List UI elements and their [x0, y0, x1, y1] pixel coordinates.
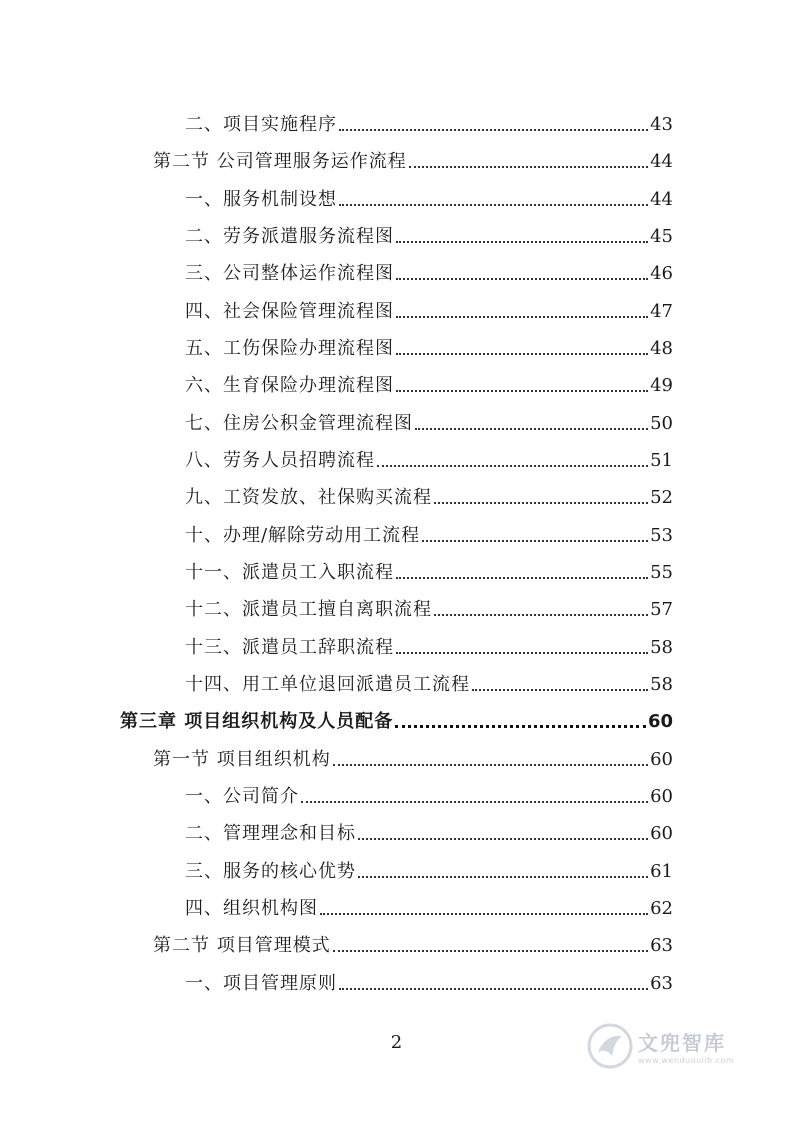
toc-leader — [358, 875, 648, 878]
toc-label: 三、服务的核心优势 — [185, 861, 356, 882]
page-number: 2 — [390, 1032, 403, 1053]
toc-label: 六、生育保险办理流程图 — [185, 375, 394, 396]
toc-leader — [409, 165, 648, 168]
toc-page: 61 — [650, 861, 673, 882]
toc-entry[interactable] — [185, 554, 673, 584]
toc-label: 十三、派遣员工辞职流程 — [185, 637, 394, 658]
toc-leader — [472, 688, 648, 691]
toc-leader — [396, 651, 648, 654]
toc-label: 三、公司整体运作流程图 — [185, 263, 394, 284]
toc-entry[interactable] — [153, 741, 673, 771]
toc-page: 53 — [650, 525, 673, 546]
toc-leader — [377, 464, 648, 467]
toc-label: 四、组织机构图 — [185, 898, 318, 919]
toc-label: 第二节 项目管理模式 — [153, 935, 331, 956]
toc-page: 60 — [650, 823, 673, 844]
toc-page: 58 — [650, 674, 673, 695]
toc-entry[interactable] — [185, 815, 673, 845]
toc-label: 一、服务机制设想 — [185, 189, 337, 210]
toc-entry[interactable] — [185, 890, 673, 920]
toc-page: 49 — [650, 375, 673, 396]
toc-entry[interactable] — [185, 218, 673, 248]
toc-page: 57 — [650, 599, 673, 620]
toc-leader — [396, 240, 648, 243]
toc-label: 八、劳务人员招聘流程 — [185, 450, 375, 471]
toc-label: 第三章 项目组织机构及人员配备 — [120, 711, 394, 732]
toc-label: 五、工伤保险办理流程图 — [185, 338, 394, 359]
toc-label: 二、项目实施程序 — [185, 114, 337, 135]
toc-entry[interactable] — [185, 106, 673, 136]
toc-label: 十二、派遣员工擅自离职流程 — [185, 599, 432, 620]
wendou-logo-icon — [586, 1022, 634, 1070]
toc-page: 47 — [650, 301, 673, 322]
toc-page: 60 — [650, 749, 673, 770]
toc-leader — [415, 427, 648, 430]
watermark-title: 文兜智库 — [638, 1031, 726, 1055]
toc-page: 51 — [650, 450, 673, 471]
toc-page: 50 — [650, 413, 673, 434]
toc-entry[interactable] — [185, 405, 673, 435]
toc-entry[interactable] — [185, 965, 673, 995]
toc-label: 七、住房公积金管理流程图 — [185, 413, 413, 434]
toc-entry[interactable] — [185, 330, 673, 360]
toc-label: 十四、用工单位退回派遣员工流程 — [185, 674, 470, 695]
toc-entry[interactable] — [185, 255, 673, 285]
toc-page: 60 — [647, 711, 673, 732]
toc-leader — [358, 837, 648, 840]
toc-label: 二、管理理念和目标 — [185, 823, 356, 844]
toc-page: 55 — [650, 562, 673, 583]
toc-leader — [339, 987, 648, 990]
toc-leader — [333, 949, 648, 952]
toc-page: 52 — [650, 487, 673, 508]
toc-leader — [434, 613, 648, 616]
toc-entry[interactable] — [185, 666, 673, 696]
toc-page: 60 — [650, 786, 673, 807]
toc-page: 44 — [650, 151, 673, 172]
toc-leader — [301, 800, 648, 803]
toc-page: 44 — [650, 189, 673, 210]
toc-entry[interactable] — [185, 479, 673, 509]
toc-leader — [333, 763, 648, 766]
toc-entry[interactable] — [185, 442, 673, 472]
toc-label: 十一、派遣员工入职流程 — [185, 562, 394, 583]
toc-entry[interactable] — [185, 181, 673, 211]
toc-page: 45 — [650, 226, 673, 247]
toc-leader — [396, 389, 648, 392]
toc-chapter-entry[interactable] — [120, 703, 673, 733]
toc-leader — [396, 315, 648, 318]
toc-label: 一、公司简介 — [185, 786, 299, 807]
toc-entry[interactable] — [185, 293, 673, 323]
toc-page: 43 — [650, 114, 673, 135]
toc-leader — [434, 501, 648, 504]
toc-entry[interactable] — [185, 853, 673, 883]
toc-label: 二、劳务派遣服务流程图 — [185, 226, 394, 247]
toc-page: 63 — [650, 935, 673, 956]
toc-label: 一、项目管理原则 — [185, 973, 337, 994]
toc-page: 48 — [650, 338, 673, 359]
toc-leader — [422, 539, 648, 542]
toc-page: 46 — [650, 263, 673, 284]
toc-page: 63 — [650, 973, 673, 994]
toc-leader — [320, 912, 648, 915]
toc-page: 62 — [650, 898, 673, 919]
toc-label: 第一节 项目组织机构 — [153, 749, 331, 770]
toc-entry[interactable] — [185, 367, 673, 397]
toc-label: 四、社会保险管理流程图 — [185, 301, 394, 322]
watermark — [586, 1016, 766, 1076]
toc-entry[interactable] — [153, 927, 673, 957]
toc-leader — [339, 203, 648, 206]
toc-page: 58 — [650, 637, 673, 658]
toc-label: 第二节 公司管理服务运作流程 — [153, 151, 407, 172]
toc-label: 九、工资发放、社保购买流程 — [185, 487, 432, 508]
toc-leader — [396, 352, 648, 355]
toc-leader — [396, 576, 648, 579]
toc-entry[interactable] — [185, 629, 673, 659]
toc-leader — [395, 724, 646, 728]
toc-leader — [339, 128, 648, 131]
toc-entry[interactable] — [185, 591, 673, 621]
toc-label: 十、办理/解除劳动用工流程 — [185, 525, 421, 546]
toc-leader — [396, 277, 648, 280]
toc-entry[interactable] — [185, 517, 673, 547]
watermark-url: www.wenduoulib.com — [638, 1056, 735, 1065]
toc-entry[interactable] — [185, 778, 673, 808]
toc-entry[interactable] — [153, 143, 673, 173]
